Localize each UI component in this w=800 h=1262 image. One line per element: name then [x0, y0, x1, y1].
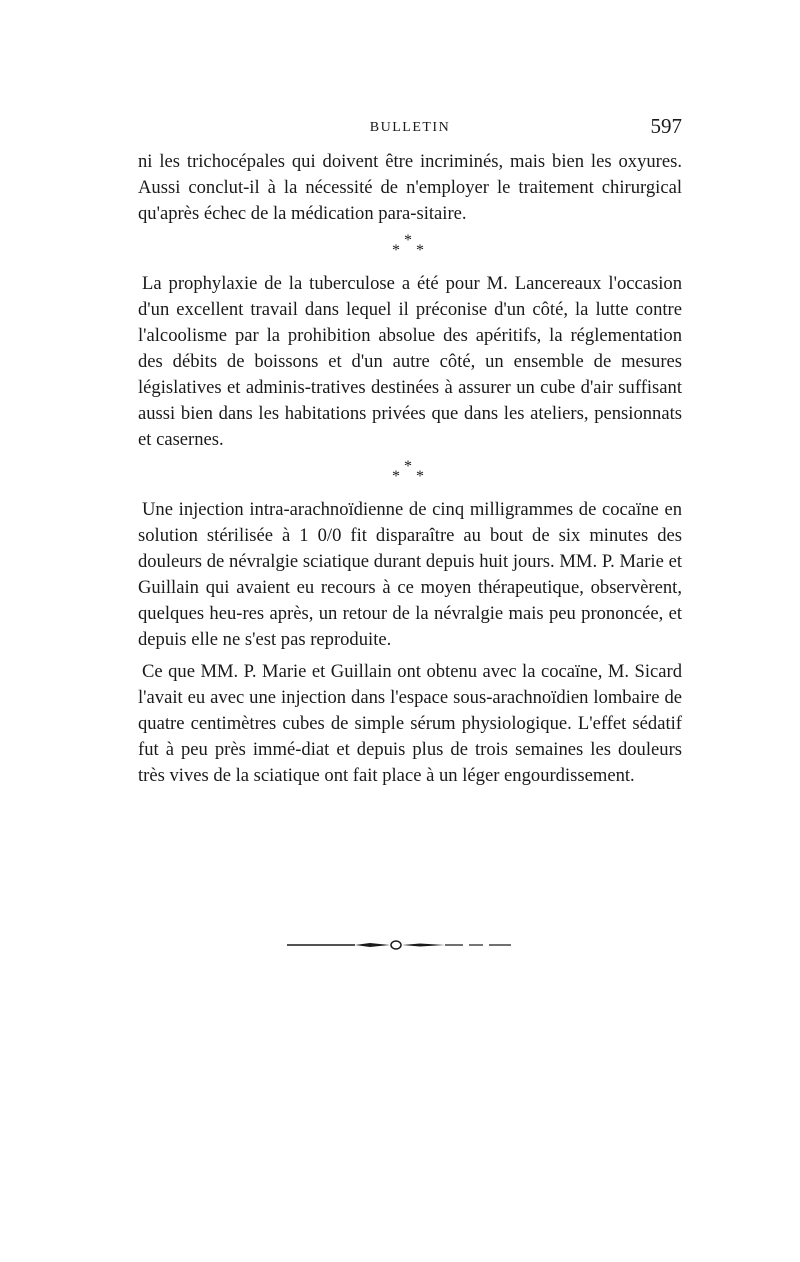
end-ornament-icon	[285, 935, 515, 955]
asterisk-icon: *	[392, 468, 400, 485]
asterisk-icon: *	[404, 232, 412, 249]
paragraph-1: ni les trichocépales qui doivent être incriminés, mais bien les oxyures. Aussi conclut-il à la nécessité de n'employer le traitement chirurgical qu'après échec de la médication para-sitaire.	[138, 151, 682, 224]
paragraph-4: Ce que MM. P. Marie et Guillain ont obtenu avec la cocaïne, M. Sicard l'avait eu avec une injection dans l'espace sous-arachnoïdien lombaire de quatre centimètres cubes de simple sérum physiologique. L'effet sédatif fut à peu près immé-diat et depuis plus de trois semaines les douleurs très vives de la sciatique ont fait place à un léger engourdissement.	[138, 661, 682, 786]
page-body	[138, 149, 682, 789]
asterism-separator-1	[380, 227, 440, 271]
running-title: BULLETIN	[369, 120, 451, 135]
asterisk-icon: *	[404, 458, 412, 475]
paragraph-3: Une injection intra-arachnoïdienne de cinq milligrammes de cocaïne en solution stérilisée à 1 0/0 fit disparaître au bout de six minutes des douleurs de névralgie sciatique durant depuis huit jours. MM. P. Marie et Guillain qui avaient eu recours à ce moyen thérapeutique, observèrent, quelques heu-res après, un retour de la névralgie mais peu prononcée, et depuis elle ne s'est pas reproduite.	[138, 499, 682, 650]
page-number: 597	[650, 114, 682, 138]
asterisk-icon: *	[416, 242, 424, 259]
page-header	[138, 114, 682, 144]
asterism-separator-2	[380, 453, 440, 497]
asterisk-icon: *	[392, 242, 400, 259]
asterisk-icon: *	[416, 468, 424, 485]
paragraph-2: La prophylaxie de la tuberculose a été pour M. Lancereaux l'occasion d'un excellent travail dans lequel il préconise d'un côté, la lutte contre l'alcoolisme par la prohibition absolue des apéritifs, la réglementation des débits de boissons et d'un autre côté, un ensemble de mesures législatives et adminis-tratives destinées à assurer un cube d'air suffisant aussi bien dans les habitations privées que dans les ateliers, pensionnats et casernes.	[138, 273, 682, 450]
